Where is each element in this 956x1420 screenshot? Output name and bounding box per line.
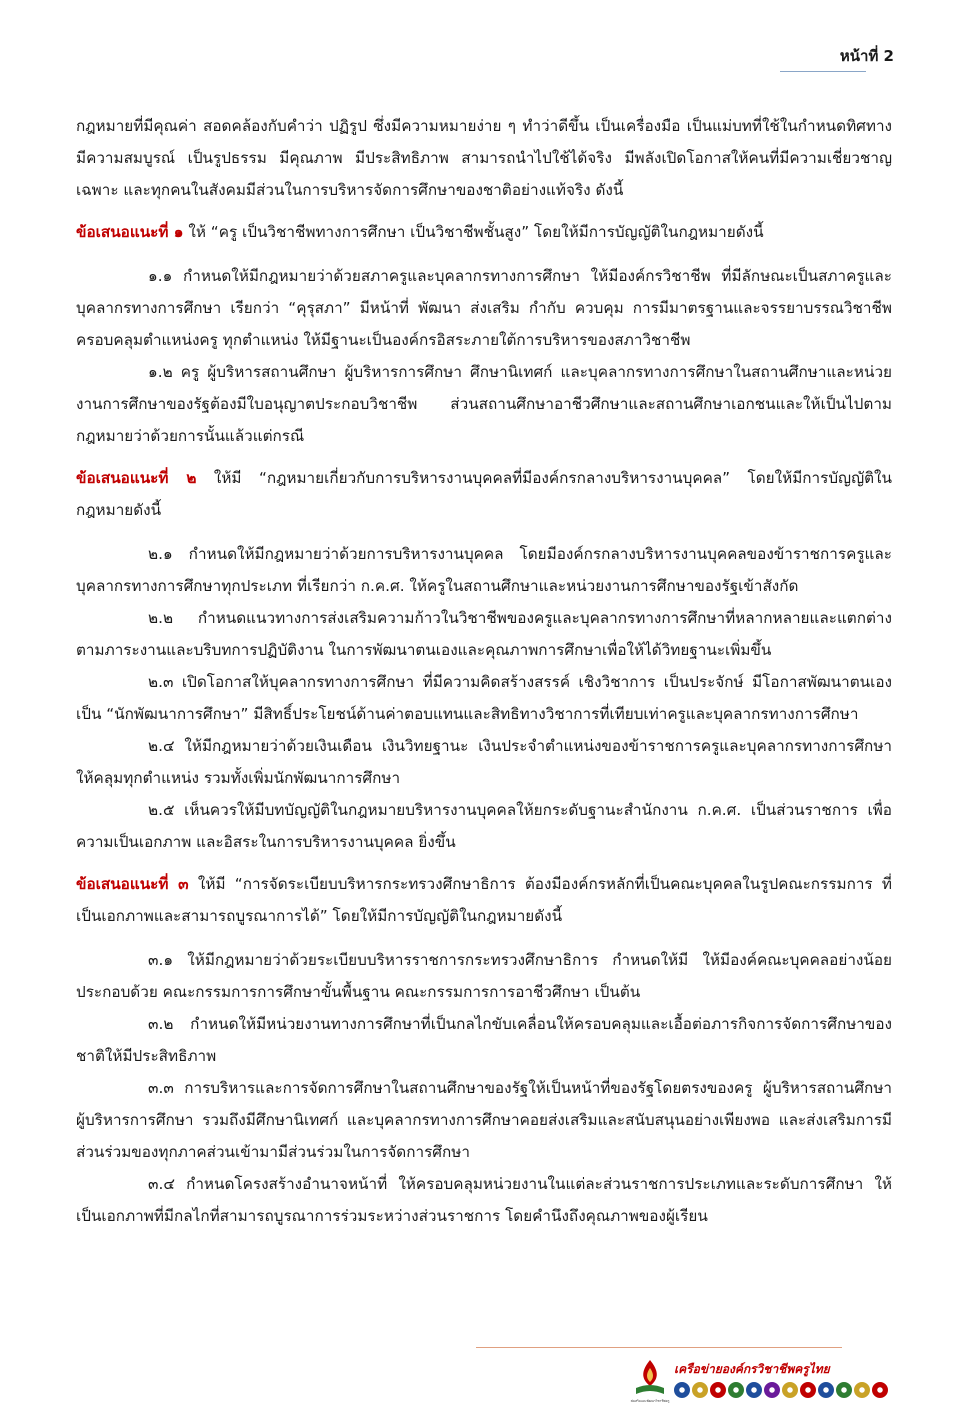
item-2-5: ๒.๕ เห็นควรให้มีบทบัญญัติในกฎหมายบริหารงานบุคคลให้ยกระดับฐานะสำนักงาน ก.ค.ศ. เป็นส่วนราชการ เพื่อความเป็นเอกภาพ และอิสระในการบริหารงานบุคคล ยิ่งขึ้น [76,801,892,851]
item-3-2: ๓.๒ กำหนดให้มีหน่วยงานทางการศึกษาที่เป็นกลไกขับเคลื่อนให้ครอบคลุมและเอื้อต่อภารกิจการจัดการศึกษาของชาติให้มีประสิทธิภาพ [76,1015,892,1065]
member-seal-icon [818,1382,834,1398]
member-seals [674,1382,888,1398]
logo-caption: ส่งเสริมและพัฒนาวิชาชีพครู [630,1399,670,1403]
proposal-1-label: ข้อเสนอแนะที่ ๑ [76,223,184,241]
item-1-2: ๑.๒ ครู ผู้บริหารสถานศึกษา ผู้บริหารการศึกษา ศึกษานิเทศก์ และบุคลากรทางการศึกษาในสถานศึกษาและหน่วยงานการศึกษาของรัฐต้องมีใบอนุญาตประกอบวิชาชีพ ส่วนสถานศึกษาอาชีวศึกษาและสถานศึกษาเอกชนและให้เป็นไปตามกฎหมายว่าด้วยการนั้นแล้วแต่กรณี [76,363,892,445]
member-seal-icon [872,1382,888,1398]
item-2-4: ๒.๔ ให้มีกฎหมายว่าด้วยเงินเดือน เงินวิทยฐานะ เงินประจำตำแหน่งของข้าราชการครูและบุคลากรทางการศึกษาให้คลุมทุกตำแหน่ง รวมทั้งเพิ่มนักพัฒนาการศึกษา [76,737,892,787]
footer-rule [476,1347,842,1348]
document-body [76,110,892,1232]
network-name: เครือข่ายองค์กรวิชาชีพครูไทย [674,1362,830,1376]
member-seal-icon [728,1382,744,1398]
proposal-3-label: ข้อเสนอแนะที่ ๓ [76,875,189,893]
item-2-2: ๒.๒ กำหนดแนวทางการส่งเสริมความก้าวในวิชาชีพของครูและบุคลากรทางการศึกษาที่หลากหลายและแตกต่างตามภาระงานและบริบทการปฏิบัติงาน ในการพัฒนาตนเองและคุณภาพการศึกษาเพื่อให้ได้วิทยฐานะเพิ่มขึ้น [76,609,892,659]
proposal-3 [76,868,892,932]
item-3-1: ๓.๑ ให้มีกฎหมายว่าด้วยระเบียบบริหารราชการกระทรวงศึกษาธิการ กำหนดให้มี ให้มีองค์คณะบุคคลอย่างน้อยประกอบด้วย คณะกรรมการการศึกษาขั้นพื้นฐาน คณะกรรมการการอาชีวศึกษา เป็นต้น [76,951,892,1001]
page-number: หน้าที่ 2 [839,47,894,65]
network-logo-icon [630,1358,670,1404]
item-2-3: ๒.๓ เปิดโอกาสให้บุคลากรทางการศึกษา ที่มีความคิดสร้างสรรค์ เชิงวิชาการ เป็นประจักษ์ มีโอกาสพัฒนาตนเองเป็น “นักพัฒนาการศึกษา” มีสิทธิ์ประโยชน์ด้านค่าตอบแทนและสิทธิทางวิชาการที่เทียบเท่าครูและบุคลากรทางการศึกษา [76,673,892,723]
proposal-1 [76,216,892,248]
proposal-2-label: ข้อเสนอแนะที่ ๒ [76,469,197,487]
member-seal-icon [836,1382,852,1398]
item-3-4: ๓.๔ กำหนดโครงสร้างอำนาจหน้าที่ ให้ครอบคลุมหน่วยงานในแต่ละส่วนราชการประเภทและระดับการศึกษา ให้เป็นเอกภาพที่มีกลไกที่สามารถบูรณาการร่วมระหว่างส่วนราชการ โดยคำนึงถึงคุณภาพของผู้เรียน [76,1175,892,1225]
member-seal-icon [854,1382,870,1398]
intro-paragraph: กฎหมายที่มีคุณค่า สอดคล้องกับคำว่า ปฏิรูป ซึ่งมีความหมายง่าย ๆ ทำว่าดีขึ้น เป็นเครื่องมือ เป็นแม่บทที่ใช้ในกำหนดทิศทาง มีความสมบูรณ์ เป็นรูปธรรม มีคุณภาพ มีประสิทธิภาพ สามารถนำไปใช้ได้จริง มีพลังเปิดโอกาสให้คนที่มีความเชี่ยวชาญเฉพาะ และทุกคนในสังคมมีส่วนในการบริหารจัดการศึกษาของชาติอย่างแท้จริง ดังนี้ [76,117,892,199]
proposal-2 [76,462,892,526]
proposal-2-text: ให้มี “กฎหมายเกี่ยวกับการบริหารงานบุคคลที่มีองค์กรกลางบริหารงานบุคคล” โดยให้มีการบัญญัติในกฎหมายดังนี้ [76,469,892,519]
footer [630,1358,850,1406]
member-seal-icon [800,1382,816,1398]
member-seal-icon [746,1382,762,1398]
header-rule [780,71,866,72]
proposal-3-text: ให้มี “การจัดระเบียบบริหารกระทรวงศึกษาธิการ ต้องมีองค์กรหลักที่เป็นคณะบุคคลในรูปคณะกรรมการ ที่เป็นเอกภาพและสามารถบูรณาการได้” โดยให้มีการบัญญัติในกฎหมายดังนี้ [76,875,892,925]
member-seal-icon [710,1382,726,1398]
item-2-1: ๒.๑ กำหนดให้มีกฎหมายว่าด้วยการบริหารงานบุคคล โดยมีองค์กรกลางบริหารงานบุคคลของข้าราชการครูและบุคลากรทางการศึกษาทุกประเภท ที่เรียกว่า ก.ค.ศ. ให้ครูในสถานศึกษาและหน่วยงานการศึกษาของรัฐเข้าสังกัด [76,545,892,595]
member-seal-icon [674,1382,690,1398]
member-seal-icon [764,1382,780,1398]
proposal-1-text: ให้ “ครู เป็นวิชาชีพทางการศึกษา เป็นวิชาชีพชั้นสูง” โดยให้มีการบัญญัติในกฎหมายดังนี้ [183,223,764,241]
member-seal-icon [692,1382,708,1398]
member-seal-icon [782,1382,798,1398]
item-1-1: ๑.๑ กำหนดให้มีกฎหมายว่าด้วยสภาครูและบุคลากรทางการศึกษา ให้มีองค์กรวิชาชีพ ที่มีลักษณะเป็นสภาครูและบุคลากรทางการศึกษา เรียกว่า “คุรุสภา” มีหน้าที่ พัฒนา ส่งเสริม กำกับ ควบคุม การมีมาตรฐานและจรรยาบรรณวิชาชีพ ครอบคลุมตำแหน่งครู ทุกตำแหน่ง ให้มีฐานะเป็นองค์กรอิสระภายใต้การบริหารของสภาวิชาชีพ [76,267,892,349]
item-3-3: ๓.๓ การบริหารและการจัดการศึกษาในสถานศึกษาของรัฐให้เป็นหน้าที่ของรัฐโดยตรงของครู ผู้บริหารสถานศึกษา ผู้บริหารการศึกษา รวมถึงมีศึกษานิเทศก์ และบุคลากรทางการศึกษาคอยส่งเสริมและสนับสนุนอย่างเพียงพอ และส่งเสริมการมีส่วนร่วมของทุกภาคส่วนเข้ามามีส่วนร่วมในการจัดการศึกษา [76,1079,892,1161]
